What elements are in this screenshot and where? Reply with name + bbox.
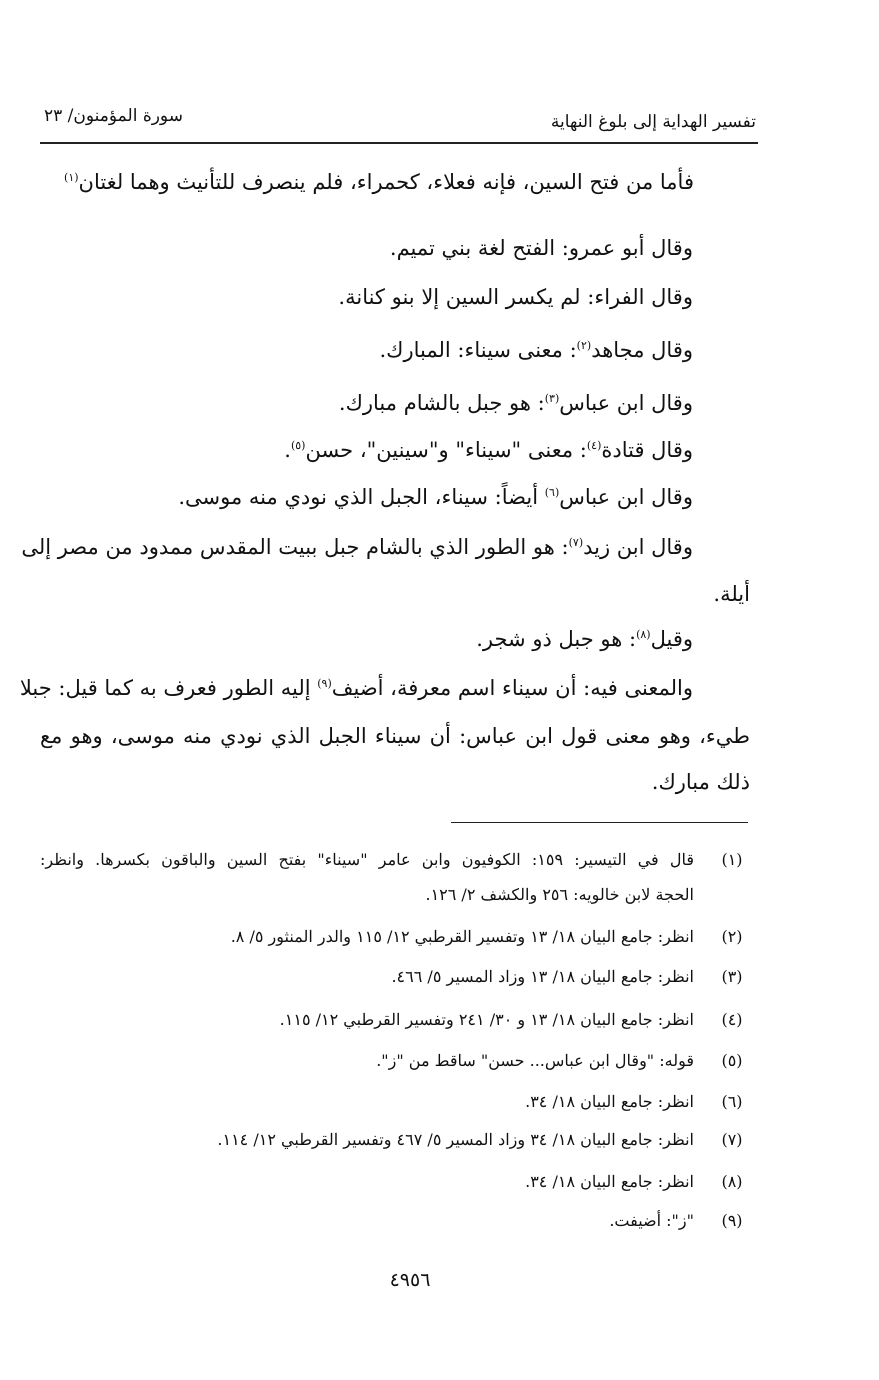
footnote-ref: (٣) <box>544 392 560 405</box>
footnote-text: قال في التيسير: ١٥٩: الكوفيون وابن عامر "سيناء" بفتح السين والباقون بكسرها. وانظر: <box>40 850 695 869</box>
footnote-text: انظر: جامع البيان ١٨/ ١٣ وزاد المسير ٥/ ٤٦٦. <box>391 967 694 986</box>
footnote-number: (٩) <box>721 1211 743 1230</box>
book-title: تفسير الهداية إلى بلوغ النهاية <box>550 112 756 132</box>
text-line: أيلة. <box>713 582 750 606</box>
footnote-ref: (٤) <box>586 439 602 452</box>
text-line: والمعنى فيه: أن سيناء اسم معرفة، أضيف$^{(٩)}$ إليه الطور فعرف به كما قيل: جبلا <box>19 676 693 700</box>
footnote-ref: (٥) <box>290 439 306 452</box>
footnote-text: "ز": أضيفت. <box>609 1211 694 1230</box>
footnote-number: (٨) <box>721 1172 743 1191</box>
footnote-number: (٥) <box>721 1051 743 1070</box>
footnote-ref: (٧) <box>568 536 584 549</box>
text-line: وقال مجاهد$^{(٢)}$: معنى سيناء: المبارك. <box>379 338 693 362</box>
footnote-separator <box>451 822 748 823</box>
footnote-number: (٤) <box>721 1010 743 1029</box>
footnote-text: قوله: "وقال ابن عباس... حسن" ساقط من "ز". <box>376 1051 694 1070</box>
footnote-ref: (٨) <box>636 628 651 641</box>
text-line: طيء، وهو معنى قول ابن عباس: أن سيناء الجبل الذي نودي منه موسى، وهو مع <box>40 724 750 748</box>
text-line: وقال ابن عباس$^{(٦)}$ أيضاً: سيناء، الجبل الذي نودي منه موسى. <box>178 485 693 509</box>
footnote-ref: (٩) <box>317 677 332 690</box>
footnote-ref: (٢) <box>576 339 592 352</box>
footnote-text: انظر: جامع البيان ١٨/ ٣٤ وزاد المسير ٥/ ٤٦٧ وتفسير القرطبي ١٢/ ١١٤. <box>217 1130 694 1149</box>
footnote-number: (٦) <box>721 1092 743 1111</box>
text-line: وقيل$^{(٨)}$: هو جبل ذو شجر. <box>476 627 693 651</box>
text-line: وقال الفراء: لم يكسر السين إلا بنو كنانة. <box>338 285 693 309</box>
text-line: وقال أبو عمرو: الفتح لغة بني تميم. <box>389 236 693 260</box>
footnote-text: انظر: جامع البيان ١٨/ ٣٤. <box>525 1172 694 1191</box>
footnote-ref: (١) <box>64 171 79 184</box>
surah-page-label: سورة المؤمنون/ ٢٣ <box>44 106 183 126</box>
footnote-number: (١) <box>721 850 743 869</box>
footnote-continuation: الحجة لابن خالويه: ٢٥٦ والكشف ٢/ ١٢٦. <box>425 885 694 904</box>
text-line: فأما من فتح السين، فإنه فعلاء، كحمراء، فلم ينصرف للتأنيث وهما لغتان$^{(١)}$ <box>64 170 694 194</box>
text-line: وقال ابن زيد$^{(٧)}$: هو الطور الذي بالشام جبل ببيت المقدس ممدود من مصر إلى <box>21 535 693 559</box>
page-number: ٤٩٥٦ <box>389 1269 431 1291</box>
footnote-number: (٧) <box>721 1130 743 1149</box>
footnote-ref: (٦) <box>544 486 560 499</box>
text-line: ذلك مبارك. <box>651 770 750 794</box>
text-line: وقال ابن عباس$^{(٣)}$: هو جبل بالشام مبارك. <box>338 391 693 415</box>
footnote-number: (٢) <box>721 927 743 946</box>
footnote-text: انظر: جامع البيان ١٨/ ١٣ و ٣٠/ ٢٤١ وتفسير القرطبي ١٢/ ١١٥. <box>279 1010 694 1029</box>
footnote-text: انظر: جامع البيان ١٨/ ٣٤. <box>525 1092 694 1111</box>
text-line: وقال قتادة$^{(٤)}$: معنى "سيناء" و"سينين"، حسن$^{(٥)}$. <box>284 438 693 462</box>
footnote-number: (٣) <box>721 967 743 986</box>
footnote-text: انظر: جامع البيان ١٨/ ١٣ وتفسير القرطبي ١٢/ ١١٥ والدر المنثور ٥/ ٨. <box>230 927 694 946</box>
